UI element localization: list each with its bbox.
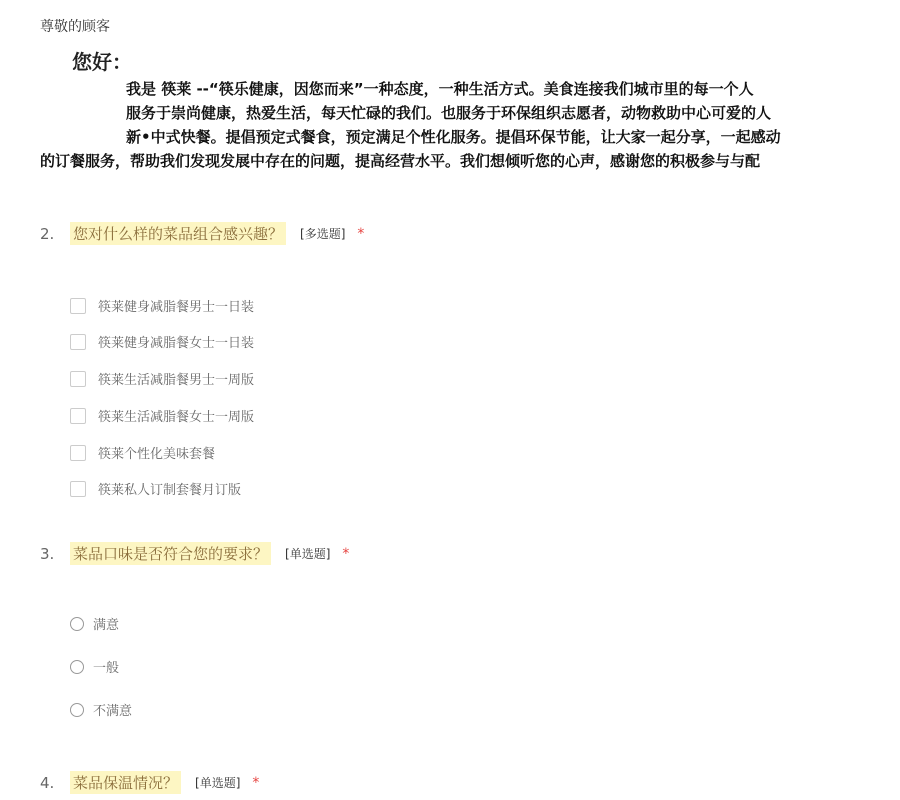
option-label: 筷莱私人订制套餐月订版: [98, 483, 242, 498]
question-3: [40, 542, 349, 565]
radio-option[interactable]: [70, 700, 132, 719]
question-type-label: [单选题]: [195, 776, 241, 790]
option-label: 不满意: [93, 704, 133, 719]
checkbox[interactable]: [70, 481, 86, 497]
intro-line-1: 我是 筷莱 --“筷乐健康，因您而来”一种态度，一种生活方式。美食连接我们城市里的每一个人: [126, 80, 754, 98]
radio-button[interactable]: [70, 703, 84, 717]
question-type-label: [单选题]: [285, 547, 331, 561]
question-title: 菜品保温情况？: [70, 771, 181, 794]
intro-line-4: 的订餐服务，帮助我们发现发展中存在的问题，提高经营水平。我们想倾听您的心声，感谢您的积极参与与配: [40, 152, 761, 170]
option-label: 筷莱生活减脂餐女士一周版: [98, 410, 255, 425]
option-label: 一般: [93, 661, 120, 676]
checkbox[interactable]: [70, 445, 86, 461]
checkbox[interactable]: [70, 408, 86, 424]
question-number: 2.: [40, 224, 55, 243]
option-label: 筷莱健身减脂餐男士一日装: [98, 300, 255, 315]
greeting: 您好：: [72, 50, 132, 74]
option-label: 满意: [93, 618, 120, 633]
option-label: 筷莱生活减脂餐男士一周版: [98, 373, 255, 388]
checkbox-option[interactable]: [70, 296, 254, 315]
question-number: 3.: [40, 544, 55, 563]
salutation: 尊敬的顾客: [40, 19, 110, 35]
option-label: 筷莱健身减脂餐女士一日装: [98, 336, 255, 351]
checkbox-option[interactable]: [70, 406, 254, 425]
radio-button[interactable]: [70, 660, 84, 674]
checkbox[interactable]: [70, 371, 86, 387]
question-title: 您对什么样的菜品组合感兴趣？: [70, 222, 286, 245]
required-mark: *: [252, 774, 260, 791]
intro-line-2: 服务于崇尚健康，热爱生活，每天忙碌的我们。也服务于环保组织志愿者，动物救助中心可爱的人: [126, 104, 772, 122]
question-type-label: [多选题]: [300, 227, 346, 241]
question-4: [40, 771, 259, 794]
checkbox[interactable]: [70, 334, 86, 350]
required-mark: *: [342, 545, 350, 562]
radio-option[interactable]: [70, 657, 119, 676]
checkbox-option[interactable]: [70, 369, 254, 388]
intro-line-3: 新•中式快餐。提倡预定式餐食，预定满足个性化服务。提倡环保节能，让大家一起分享，一起感动: [126, 128, 781, 146]
question-2: [40, 222, 364, 245]
option-label: 筷莱个性化美味套餐: [98, 447, 216, 462]
radio-option[interactable]: [70, 614, 119, 633]
required-mark: *: [357, 225, 365, 242]
checkbox-option[interactable]: [70, 332, 254, 351]
checkbox-option[interactable]: [70, 479, 241, 498]
checkbox-option[interactable]: [70, 443, 215, 462]
checkbox[interactable]: [70, 298, 86, 314]
question-title: 菜品口味是否符合您的要求？: [70, 542, 271, 565]
radio-button[interactable]: [70, 617, 84, 631]
question-number: 4.: [40, 773, 55, 792]
